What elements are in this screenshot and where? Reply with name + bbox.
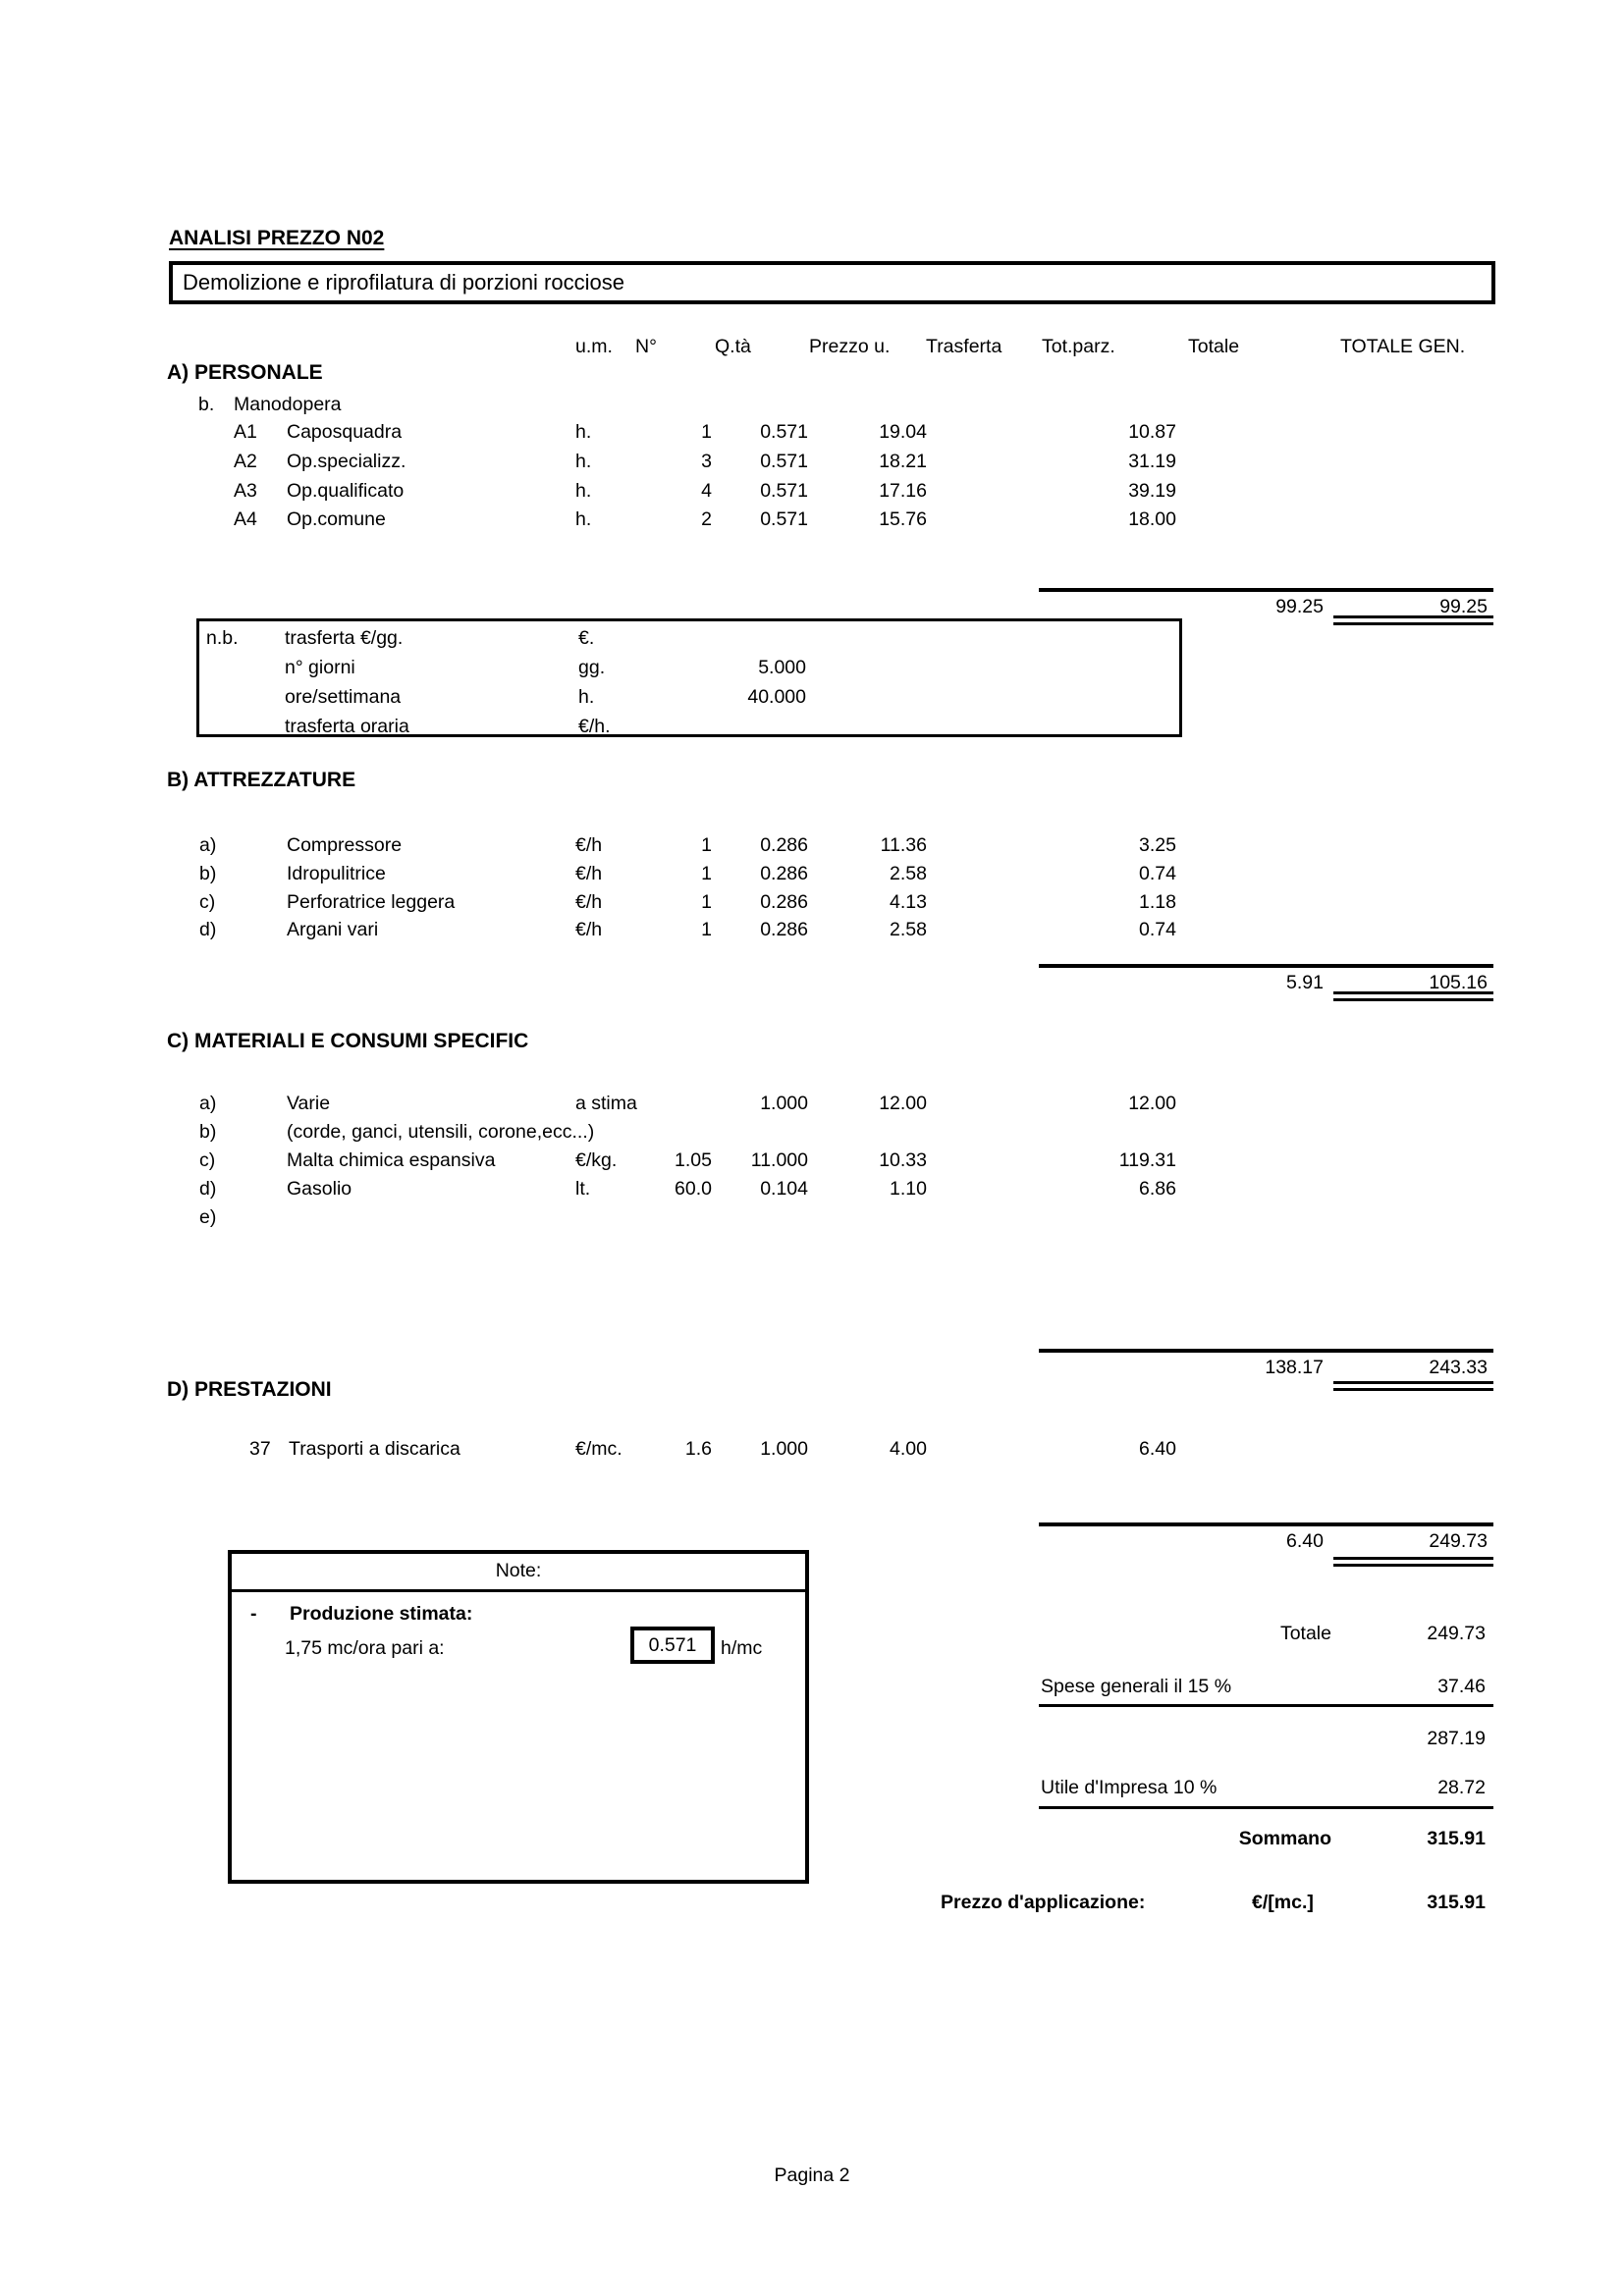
table-row	[0, 1120, 1624, 1146]
section-c-rule	[1039, 1349, 1493, 1353]
col-header-totparz: Tot.parz.	[1042, 336, 1115, 357]
summary-utile-value: 28.72	[1437, 1777, 1486, 1798]
summary-utile-label: Utile d'Impresa 10 %	[1041, 1777, 1218, 1798]
section-c-heading: C) MATERIALI E CONSUMI SPECIFIC	[167, 1030, 529, 1052]
table-row	[0, 507, 1624, 533]
nb-box	[196, 618, 1182, 737]
section-b-rule	[1039, 964, 1493, 968]
section-a-heading: A) PERSONALE	[167, 361, 323, 384]
cell-totparz: 18.00	[1128, 508, 1176, 530]
section-b-total: 5.91	[1286, 972, 1324, 993]
cell-n: 1	[701, 891, 712, 913]
cell-totparz: 31.19	[1128, 451, 1176, 472]
summary-totale-value: 249.73	[1427, 1623, 1486, 1644]
section-c-grand-total: 243.33	[1429, 1357, 1488, 1378]
cell-n: 1	[701, 421, 712, 443]
cell-desc: Malta chimica espansiva	[287, 1149, 496, 1171]
application-price-label: Prezzo d'applicazione:	[941, 1892, 1146, 1913]
column-header-row	[0, 335, 1624, 360]
cell-totparz: 119.31	[1118, 1149, 1176, 1171]
note-line1: Produzione stimata:	[290, 1603, 473, 1625]
cell-prezzo: 19.04	[879, 421, 927, 443]
cell-qta: 1.000	[760, 1438, 808, 1460]
cell-desc: Perforatrice leggera	[287, 891, 456, 913]
cell-totparz: 6.40	[1139, 1438, 1176, 1460]
table-row	[0, 1092, 1624, 1117]
cell-totparz: 6.86	[1139, 1178, 1176, 1200]
section-c-double-rule	[1333, 1381, 1493, 1391]
cell-id: d)	[199, 1178, 217, 1200]
cell-desc: Compressore	[287, 834, 403, 856]
section-d-rule	[1039, 1522, 1493, 1526]
cell-um: €/h	[575, 919, 603, 940]
cell-n: 1.6	[684, 1438, 712, 1460]
cell-id: A3	[234, 480, 257, 502]
cell-desc: Idropulitrice	[287, 863, 386, 884]
cell-prezzo: 2.58	[890, 919, 927, 940]
cell-id: c)	[199, 891, 216, 913]
section-b-double-rule	[1333, 991, 1493, 1001]
section-c-total: 138.17	[1265, 1357, 1324, 1378]
summary-utile-row	[0, 1776, 1624, 1801]
section-a-double-rule	[1333, 615, 1493, 625]
page-number: Pagina 2	[774, 2164, 850, 2186]
note-line2: 1,75 mc/ora pari a:	[285, 1637, 445, 1659]
cell-n: 1.05	[675, 1149, 712, 1171]
cell-qta: 0.571	[760, 480, 808, 502]
cell-qta: 0.286	[760, 919, 808, 940]
application-price-unit: €/[mc.]	[1252, 1892, 1314, 1913]
cell-prezzo: 17.16	[879, 480, 927, 502]
cell-desc: Trasporti a discarica	[289, 1438, 460, 1460]
nb-row	[199, 656, 1179, 681]
cell-totparz: 0.74	[1139, 863, 1176, 884]
section-b-heading: B) ATTREZZATURE	[167, 769, 356, 791]
cell-totparz: 39.19	[1128, 480, 1176, 502]
table-row	[0, 1205, 1624, 1231]
note-value-box: 0.571	[630, 1627, 715, 1664]
cell-prezzo: 10.33	[879, 1149, 927, 1171]
cell-um: h.	[575, 451, 592, 472]
col-header-totale: Totale	[1188, 336, 1240, 357]
cell-desc: Op.specializz.	[287, 451, 406, 472]
subject-text: Demolizione e riprofilatura di porzioni rocciose	[183, 270, 624, 294]
summary-rule	[1039, 1704, 1493, 1707]
table-row	[0, 833, 1624, 859]
summary-rule	[1039, 1806, 1493, 1809]
table-row	[0, 479, 1624, 505]
summary-spese-row	[0, 1675, 1624, 1700]
summary-totale-row	[0, 1622, 1624, 1647]
cell-id: A1	[234, 421, 257, 443]
cell-n: 2	[701, 508, 712, 530]
cell-prezzo: 11.36	[880, 834, 927, 856]
cell-qta: 0.286	[760, 891, 808, 913]
subject-box	[169, 261, 1495, 304]
col-header-totgen: TOTALE GEN.	[1340, 336, 1466, 357]
section-d-grand-total: 249.73	[1429, 1530, 1488, 1552]
cell-desc: Caposquadra	[287, 421, 403, 443]
cell-n: 60.0	[675, 1178, 712, 1200]
cell-qta: 11.000	[750, 1149, 808, 1171]
summary-sommano-label: Sommano	[1238, 1828, 1331, 1849]
table-row	[0, 420, 1624, 446]
nb-value: 5.000	[758, 657, 806, 678]
nb-row	[199, 715, 1179, 740]
table-row	[0, 450, 1624, 475]
cell-id: e)	[199, 1206, 217, 1228]
table-row	[0, 1177, 1624, 1202]
cell-n: 1	[701, 834, 712, 856]
cell-um: €/h	[575, 891, 603, 913]
section-a-rule	[1039, 588, 1493, 592]
section-a-subheading	[0, 393, 1624, 418]
section-d-double-rule	[1333, 1557, 1493, 1567]
cell-totparz: 1.18	[1139, 891, 1176, 913]
cell-qta: 0.286	[760, 863, 808, 884]
cell-um: h.	[575, 508, 592, 530]
nb-um: h.	[578, 686, 595, 708]
nb-desc: trasferta €/gg.	[285, 627, 404, 649]
summary-totale-label: Totale	[1279, 1623, 1331, 1644]
cell-desc: Gasolio	[287, 1178, 352, 1200]
summary-subtotal-row	[0, 1727, 1624, 1752]
cell-prezzo: 12.00	[879, 1093, 927, 1114]
application-price-value: 315.91	[1427, 1892, 1486, 1913]
table-row	[0, 862, 1624, 887]
col-header-um: u.m.	[575, 336, 613, 357]
cell-prezzo: 4.00	[890, 1438, 927, 1460]
summary-sommano-value: 315.91	[1427, 1828, 1486, 1849]
cell-totparz: 10.87	[1128, 421, 1176, 443]
cell-prezzo: 18.21	[879, 451, 927, 472]
nb-row	[199, 685, 1179, 711]
nb-um: €.	[578, 627, 595, 649]
cell-um: a stima	[575, 1093, 637, 1114]
cell-qta: 0.571	[760, 508, 808, 530]
col-header-qta: Q.tà	[715, 336, 751, 357]
cell-um: lt.	[575, 1178, 591, 1200]
nb-row	[199, 626, 1179, 652]
cell-desc: Varie	[287, 1093, 331, 1114]
cell-qta: 0.571	[760, 421, 808, 443]
summary-spese-label: Spese generali il 15 %	[1041, 1676, 1232, 1697]
cell-n: 1	[701, 919, 712, 940]
cell-n: 3	[701, 451, 712, 472]
summary-spese-value: 37.46	[1437, 1676, 1486, 1697]
col-header-prezzo: Prezzo u.	[809, 336, 891, 357]
cell-um: h.	[575, 421, 592, 443]
summary-sommano-row	[0, 1827, 1624, 1852]
cell-um: h.	[575, 480, 592, 502]
cell-totparz: 0.74	[1139, 919, 1176, 940]
section-d-heading: D) PRESTAZIONI	[167, 1378, 332, 1401]
cell-id: A4	[234, 508, 257, 530]
col-header-trasferta: Trasferta	[926, 336, 1002, 357]
cell-desc: Op.comune	[287, 508, 386, 530]
section-d-total: 6.40	[1286, 1530, 1324, 1552]
cell-id: c)	[199, 1149, 216, 1171]
cell-prezzo: 2.58	[890, 863, 927, 884]
table-row	[0, 890, 1624, 916]
subheading-label: Manodopera	[234, 394, 342, 415]
cell-qta: 1.000	[760, 1093, 808, 1114]
cell-desc: Op.qualificato	[287, 480, 405, 502]
nb-value: 40.000	[747, 686, 806, 708]
cell-id: A2	[234, 451, 257, 472]
section-b-grand-total: 105.16	[1429, 972, 1488, 993]
cell-um: €/kg.	[575, 1149, 618, 1171]
nb-um: €/h.	[578, 716, 611, 737]
cell-qta: 0.571	[760, 451, 808, 472]
cell-n: 1	[701, 863, 712, 884]
cell-um: €/h	[575, 834, 603, 856]
cell-totparz: 3.25	[1139, 834, 1176, 856]
cell-desc: (corde, ganci, utensili, corone,ecc...)	[287, 1121, 595, 1143]
cell-qta: 0.104	[760, 1178, 808, 1200]
table-row	[0, 1437, 1624, 1463]
section-a-total: 99.25	[1275, 596, 1324, 617]
col-header-n: N°	[635, 336, 657, 357]
nb-desc: ore/settimana	[285, 686, 402, 708]
cell-qta: 0.286	[760, 834, 808, 856]
note-box-title: Note:	[232, 1554, 805, 1592]
cell-prezzo: 15.76	[879, 508, 927, 530]
cell-prezzo: 4.13	[890, 891, 927, 913]
application-price-row	[0, 1891, 1624, 1916]
nb-desc: n° giorni	[285, 657, 355, 678]
cell-id: 37	[249, 1438, 271, 1460]
cell-id: a)	[199, 834, 217, 856]
cell-n: 4	[701, 480, 712, 502]
cell-um: €/h	[575, 863, 603, 884]
summary-subtotal-value: 287.19	[1427, 1728, 1486, 1749]
cell-id: d)	[199, 919, 217, 940]
page-title: ANALISI PREZZO N02	[169, 227, 385, 249]
note-bullet: -	[250, 1603, 257, 1625]
table-row	[0, 918, 1624, 943]
note-value-unit: h/mc	[721, 1637, 763, 1659]
subheading-id: b.	[198, 394, 215, 415]
section-a-grand-total: 99.25	[1439, 596, 1488, 617]
cell-desc: Argani vari	[287, 919, 379, 940]
cell-prezzo: 1.10	[890, 1178, 927, 1200]
nb-desc: trasferta oraria	[285, 716, 409, 737]
nb-label: n.b.	[206, 627, 239, 649]
cell-id: b)	[199, 1121, 217, 1143]
cell-totparz: 12.00	[1128, 1093, 1176, 1114]
cell-um: €/mc.	[575, 1438, 623, 1460]
nb-um: gg.	[578, 657, 606, 678]
table-row	[0, 1148, 1624, 1174]
cell-id: b)	[199, 863, 217, 884]
cell-id: a)	[199, 1093, 217, 1114]
